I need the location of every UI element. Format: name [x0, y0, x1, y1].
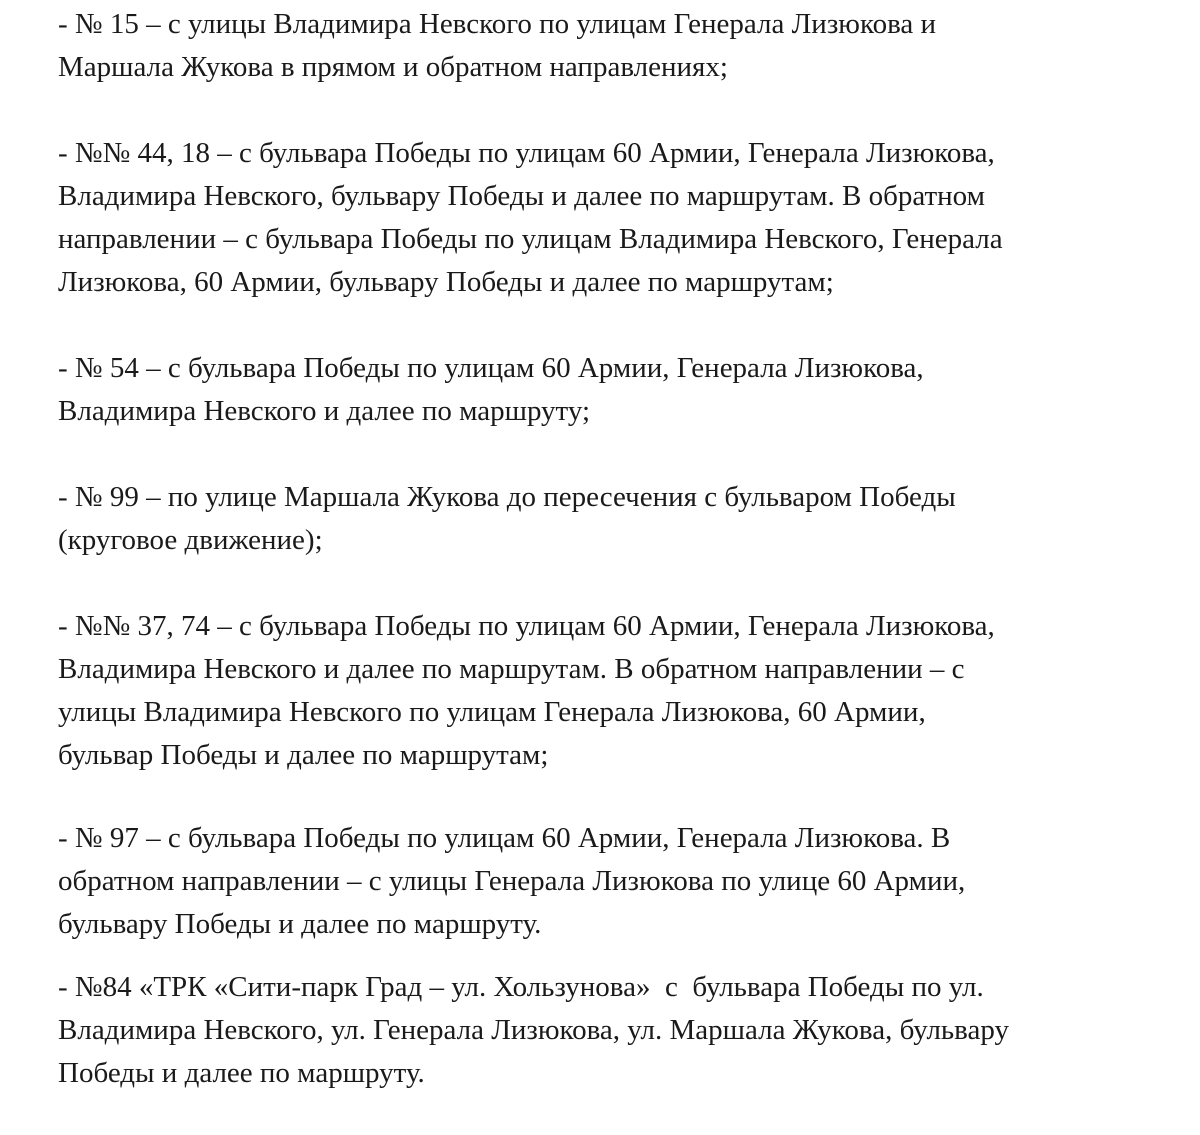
route-paragraph-97 — [58, 817, 1168, 946]
route-paragraph-84 — [58, 966, 1168, 1095]
text-line: - № 97 – с бульвара Победы по улицам 60 Армии, Генерала Лизюкова. В — [58, 822, 951, 854]
text-line: обратном направлении – с улицы Генерала Лизюкова по улице 60 Армии, — [58, 865, 966, 897]
text-line: бульвару Победы и далее по маршруту. — [58, 908, 542, 940]
text-line: - №№ 37, 74 – с бульвара Победы по улицам 60 Армии, Генерала Лизюкова, — [58, 610, 995, 642]
text-line: - № 15 – с улицы Владимира Невского по улицам Генерала Лизюкова и — [58, 8, 937, 40]
text-line: - №№ 44, 18 – с бульвара Победы по улицам 60 Армии, Генерала Лизюкова, — [58, 137, 995, 169]
document-body — [58, 0, 1168, 1095]
route-paragraph-37-74 — [58, 605, 1168, 777]
route-paragraph-44-18 — [58, 132, 1168, 304]
text-line: (круговое движение); — [58, 524, 323, 556]
text-line: направлении – с бульвара Победы по улицам Владимира Невского, Генерала — [58, 223, 1003, 255]
text-line: Победы и далее по маршруту. — [58, 1057, 425, 1089]
text-line: Владимира Невского, бульвару Победы и далее по маршрутам. В обратном — [58, 180, 985, 212]
route-paragraph-99 — [58, 476, 1168, 562]
text-line: - № 54 – с бульвара Победы по улицам 60 Армии, Генерала Лизюкова, — [58, 352, 924, 384]
text-line: Лизюкова, 60 Армии, бульвару Победы и далее по маршрутам; — [58, 266, 834, 298]
text-line: улицы Владимира Невского по улицам Генерала Лизюкова, 60 Армии, — [58, 696, 926, 728]
route-paragraph-15 — [58, 3, 1168, 89]
text-line: - № 99 – по улице Маршала Жукова до пересечения с бульваром Победы — [58, 481, 956, 513]
text-line: Владимира Невского, ул. Генерала Лизюкова, ул. Маршала Жукова, бульвару — [58, 1014, 1009, 1046]
text-line: - №84 «ТРК «Сити-парк Град – ул. Хользунова» с бульвара Победы по ул. — [58, 971, 984, 1003]
text-line: бульвар Победы и далее по маршрутам; — [58, 739, 549, 771]
text-line: Владимира Невского и далее по маршруту; — [58, 395, 591, 427]
text-line: Маршала Жукова в прямом и обратном направлениях; — [58, 51, 728, 83]
route-paragraph-54 — [58, 347, 1168, 433]
text-line: Владимира Невского и далее по маршрутам. В обратном направлении – с — [58, 653, 965, 685]
